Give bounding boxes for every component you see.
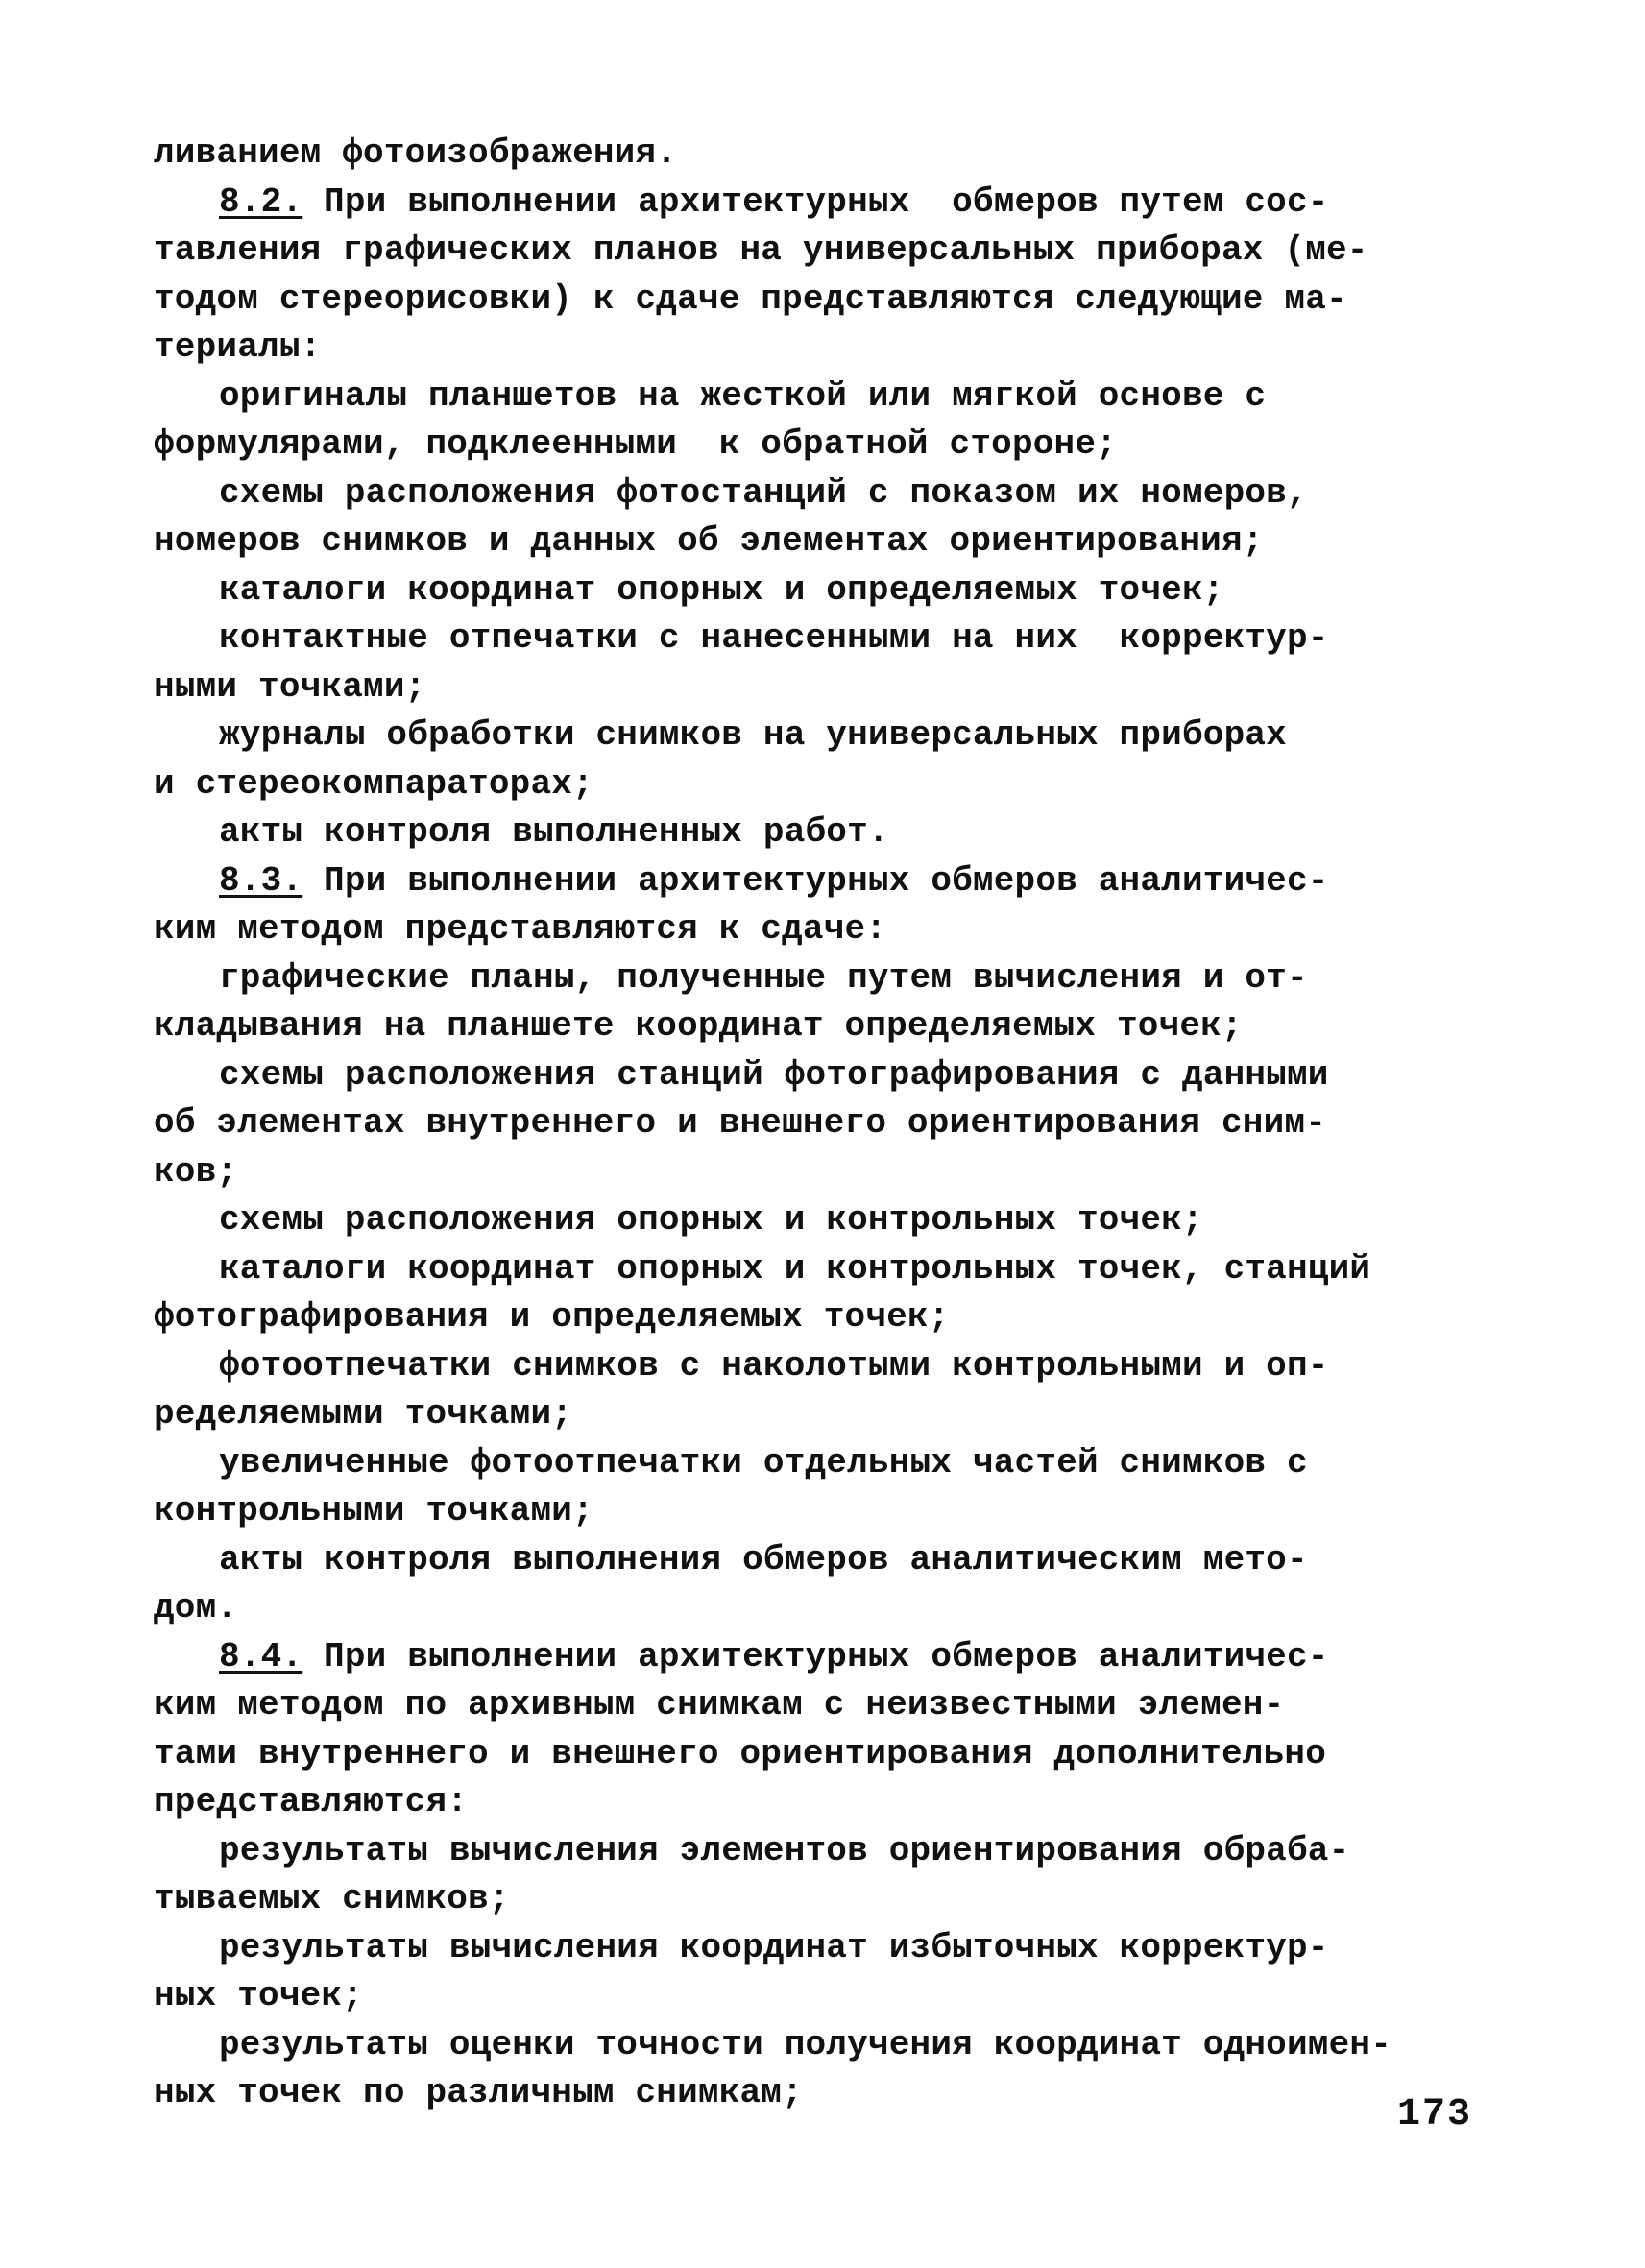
text-line [154, 1196, 1498, 1245]
line-text: увеличенные фотоотпечатки отдельных частей снимков с [219, 1442, 1308, 1483]
line-text: тавления графических планов на универсальных приборах (ме- [154, 230, 1368, 270]
text-line [154, 954, 1498, 1003]
text-line [154, 1390, 1498, 1439]
line-text: акты контроля выполнения обмеров аналитическим мето- [219, 1539, 1308, 1580]
line-text: ных точек по различным снимкам; [154, 2073, 803, 2112]
text-line [154, 1245, 1498, 1294]
text-line [154, 1487, 1498, 1536]
line-text: каталоги координат опорных и контрольных точек, станций [219, 1248, 1371, 1289]
line-text: графические планы, полученные путем вычисления и от- [219, 957, 1308, 998]
line-text: контрольными точками; [154, 1491, 593, 1531]
line-text: ким методом по архивным снимкам с неизвестными элемен- [154, 1685, 1285, 1725]
line-text: схемы расположения опорных и контрольных точек; [219, 1200, 1203, 1240]
text-line [154, 1439, 1498, 1488]
line-text: ных точек; [154, 1976, 364, 2015]
text-line [154, 808, 1498, 857]
section-number: 8.2. [219, 181, 303, 222]
text-line [154, 518, 1498, 567]
text-line [154, 1875, 1498, 1924]
line-text: кладывания на планшете координат определяемых точек; [154, 1006, 1243, 1046]
text-line [154, 664, 1498, 712]
text-line [154, 712, 1498, 760]
line-text: тодом стереорисовки) к сдаче представляются следующие ма- [154, 278, 1347, 319]
text-line [154, 1972, 1498, 2021]
line-text: акты контроля выполненных работ. [219, 812, 889, 852]
line-text: тываемых снимков; [154, 1879, 510, 1918]
line-text: об элементах внутреннего и внешнего ориентирования сним- [154, 1103, 1326, 1143]
text-line [154, 1730, 1498, 1779]
text-line [154, 1633, 1498, 1682]
text-line [154, 373, 1498, 422]
line-text: ков; [154, 1151, 238, 1192]
line-text: формулярами, подклеенными к обратной стороне; [154, 424, 1117, 464]
line-text: ределяемыми точками; [154, 1394, 573, 1434]
section-number: 8.3. [219, 860, 303, 901]
text-line [154, 905, 1498, 954]
line-text: ливанием фотоизображения. [154, 133, 678, 173]
text-line [154, 1536, 1498, 1585]
text-line [154, 1099, 1498, 1148]
text-line [154, 1002, 1498, 1051]
line-text: результаты вычисления координат избыточных корректур- [219, 1927, 1329, 1967]
text-line [154, 857, 1498, 906]
line-text: фотоотпечатки снимков с наколотыми контрольными и оп- [219, 1345, 1329, 1386]
line-text: результаты оценки точности получения координат одноимен- [219, 2024, 1391, 2064]
page-number: 173 [1397, 2093, 1473, 2136]
line-text: оригиналы планшетов на жесткой или мягкой основе с [219, 375, 1267, 416]
line-text: При выполнении архитектурных обмеров путем сос- [302, 181, 1329, 222]
line-text: результаты вычисления элементов ориентирования обраба- [219, 1830, 1350, 1870]
line-text: ными точками; [154, 666, 426, 707]
line-text: и стереокомпараторах; [154, 763, 593, 804]
text-line [154, 760, 1498, 809]
text-line [154, 130, 1498, 179]
text-line [154, 1584, 1498, 1633]
text-line [154, 1827, 1498, 1876]
text-line [154, 1051, 1498, 1100]
line-text: журналы обработки снимков на универсальных приборах [219, 715, 1287, 755]
line-text: тами внутреннего и внешнего ориентирования дополнительно [154, 1733, 1326, 1773]
text-line [154, 324, 1498, 373]
line-text: дом. [154, 1588, 238, 1628]
line-text: териалы: [154, 327, 322, 367]
line-text: При выполнении архитектурных обмеров аналитичес- [302, 860, 1329, 901]
text-line [154, 421, 1498, 470]
text-line [154, 179, 1498, 228]
text-line [154, 1148, 1498, 1197]
text-line [154, 2069, 1498, 2118]
text-line [154, 2021, 1498, 2070]
line-text: каталоги координат опорных и определяемых точек; [219, 569, 1224, 610]
text-line [154, 227, 1498, 276]
line-text: номеров снимков и данных об элементах ориентирования; [154, 521, 1264, 561]
line-text: ким методом представляются к сдаче: [154, 909, 887, 949]
line-text: представляются: [154, 1782, 469, 1822]
text-line [154, 276, 1498, 325]
line-text: схемы расположения фотостанций с показом их номеров, [219, 472, 1308, 513]
document-body [154, 130, 1498, 2118]
text-line [154, 1924, 1498, 1973]
line-text: фотографирования и определяемых точек; [154, 1297, 950, 1337]
text-line [154, 615, 1498, 664]
line-text: схемы расположения станций фотографирования с данными [219, 1054, 1329, 1095]
line-text: контактные отпечатки с нанесенными на них корректур- [219, 618, 1329, 658]
text-line [154, 1342, 1498, 1391]
section-number: 8.4. [219, 1636, 303, 1677]
text-line [154, 1681, 1498, 1730]
text-line [154, 567, 1498, 615]
text-line [154, 470, 1498, 519]
text-line [154, 1293, 1498, 1342]
text-line [154, 1778, 1498, 1827]
line-text: При выполнении архитектурных обмеров аналитичес- [302, 1636, 1329, 1677]
